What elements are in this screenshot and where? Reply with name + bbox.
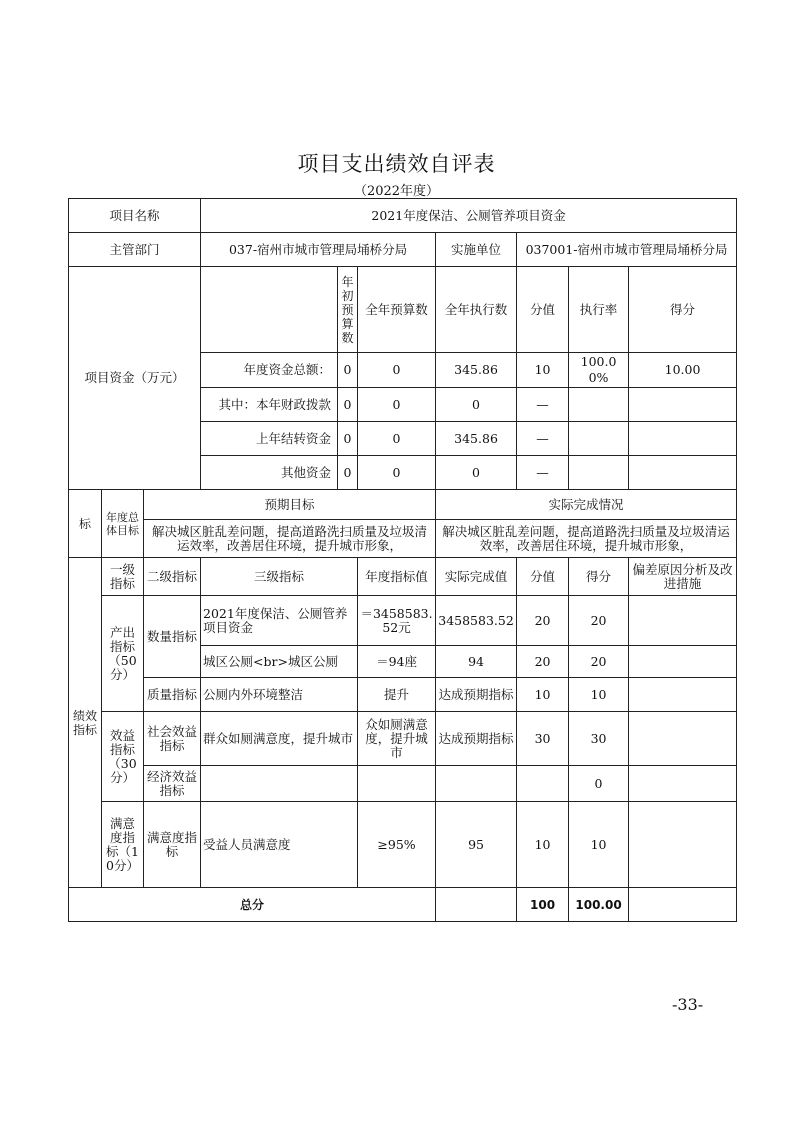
total-blank	[436, 888, 517, 922]
department-row	[69, 233, 737, 267]
funds-row-score-value: —	[517, 388, 569, 422]
funds-row-initial: 0	[338, 456, 358, 490]
indicator-score: 10	[569, 802, 629, 888]
indicator-annual: ＝94座	[358, 646, 436, 678]
project-name-value: 2021年度保洁、公厕管养项目资金	[201, 199, 737, 233]
indicator-annual: 提升	[358, 678, 436, 712]
dept-value: 037-宿州市城市管理局埇桥分局	[201, 233, 436, 267]
funds-row-score	[629, 422, 737, 456]
funds-row-rate	[569, 388, 629, 422]
funds-row-full-year: 0	[358, 353, 436, 388]
indicator-level3: 城区公厕<br>城区公厕	[201, 646, 358, 678]
funds-row-score-value: —	[517, 456, 569, 490]
indicator-annual: ≥95%	[358, 802, 436, 888]
indicator-score-value: 10	[517, 802, 569, 888]
header-score: 得分	[629, 267, 737, 353]
funds-row-full-year: 0	[358, 422, 436, 456]
funds-row-initial: 0	[338, 422, 358, 456]
indicator-annual: ＝3458583.52元	[358, 596, 436, 646]
page-title: 项目支出绩效自评表	[297, 152, 496, 176]
project-name-row	[69, 199, 737, 233]
funds-row-full-year: 0	[358, 388, 436, 422]
header-actual-value: 实际完成值	[436, 558, 517, 596]
indicator-deviation	[629, 646, 737, 678]
indicator-header-row	[69, 558, 737, 596]
funds-row-label: 其中：本年财政拨款	[201, 388, 338, 422]
indicator-deviation	[629, 766, 737, 802]
funds-row-label: 年度资金总额：	[201, 353, 338, 388]
funds-row-executed: 345.86	[436, 422, 517, 456]
indicator-level3	[201, 766, 358, 802]
indicator-row	[69, 766, 737, 802]
indicator-row	[69, 712, 737, 766]
indicator-deviation	[629, 596, 737, 646]
indicator-level2: 社会效益指标	[144, 712, 201, 766]
indicator-actual: 3458583.52	[436, 596, 517, 646]
actual-goal-header: 实际完成情况	[436, 490, 737, 520]
indicator-score: 0	[569, 766, 629, 802]
funds-row-initial: 0	[338, 353, 358, 388]
total-label: 总分	[69, 888, 436, 922]
page-number: -33-	[672, 995, 704, 1014]
total-score-value: 100	[517, 888, 569, 922]
goals-header-row	[69, 490, 737, 520]
funds-row-initial: 0	[338, 388, 358, 422]
indicator-score-value: 20	[517, 646, 569, 678]
goals-content-row	[69, 520, 737, 558]
funds-row-rate	[569, 456, 629, 490]
header-rate: 执行率	[569, 267, 629, 353]
impl-label: 实施单位	[436, 233, 517, 267]
expected-goal-text: 解决城区脏乱差问题，提高道路洗扫质量及垃圾清运效率，改善居住环境，提升城市形象，	[144, 520, 436, 558]
funds-header-blank	[201, 267, 338, 353]
benefit-indicator-label: 效益指标（30分）	[102, 712, 144, 802]
total-row	[69, 888, 737, 922]
indicator-score: 20	[569, 596, 629, 646]
header-level3: 三级指标	[201, 558, 358, 596]
indicator-score-value: 10	[517, 678, 569, 712]
indicator-score-value: 20	[517, 596, 569, 646]
header-deviation: 偏差原因分析及改进措施	[629, 558, 737, 596]
header-full-year-budget: 全年预算数	[358, 267, 436, 353]
indicator-actual: 94	[436, 646, 517, 678]
indicator-level3: 2021年度保洁、公厕管养项目资金	[201, 596, 358, 646]
indicator-level3: 群众如厕满意度，提升城市	[201, 712, 358, 766]
indicator-row	[69, 802, 737, 888]
indicator-score: 30	[569, 712, 629, 766]
funds-row-label: 上年结转资金	[201, 422, 338, 456]
funds-row-executed: 0	[436, 388, 517, 422]
total-deviation	[629, 888, 737, 922]
funds-row-label: 其他资金	[201, 456, 338, 490]
indicator-annual	[358, 766, 436, 802]
indicator-actual: 95	[436, 802, 517, 888]
actual-goal-text: 解决城区脏乱差问题，提高道路洗扫质量及垃圾清运效率，改善居住环境，提升城市形象，	[436, 520, 737, 558]
funds-label: 项目资金（万元）	[69, 267, 201, 490]
total-score: 100.00	[569, 888, 629, 922]
project-name-label: 项目名称	[69, 199, 201, 233]
funds-row-full-year: 0	[358, 456, 436, 490]
indicator-score-value	[517, 766, 569, 802]
indicator-actual	[436, 766, 517, 802]
indicator-level3: 受益人员满意度	[201, 802, 358, 888]
impl-value: 037001-宿州市城市管理局埇桥分局	[517, 233, 737, 267]
indicator-deviation	[629, 802, 737, 888]
indicator-level3: 公厕内外环境整洁	[201, 678, 358, 712]
funds-row-rate	[569, 422, 629, 456]
header-executed: 全年执行数	[436, 267, 517, 353]
page-subtitle: （2022年度）	[353, 184, 440, 199]
indicator-actual: 达成预期指标	[436, 712, 517, 766]
funds-row-score: 10.00	[629, 353, 737, 388]
funds-row-executed: 345.86	[436, 353, 517, 388]
indicator-annual: 众如厕满意度，提升城市	[358, 712, 436, 766]
funds-header-row	[69, 267, 737, 353]
indicator-row	[69, 596, 737, 646]
indicator-deviation	[629, 712, 737, 766]
header-ind-score: 得分	[569, 558, 629, 596]
indicator-level2: 数量指标	[144, 596, 201, 678]
indicators-label: 绩效指标	[69, 558, 102, 888]
indicator-score-value: 30	[517, 712, 569, 766]
funds-row-score	[629, 388, 737, 422]
funds-row-score-value: —	[517, 422, 569, 456]
indicator-actual: 达成预期指标	[436, 678, 517, 712]
header-ind-score-value: 分值	[517, 558, 569, 596]
indicator-score: 20	[569, 646, 629, 678]
header-level1: 一级指标	[102, 558, 144, 596]
indicator-level2: 质量指标	[144, 678, 201, 712]
performance-table	[68, 198, 737, 922]
indicator-deviation	[629, 678, 737, 712]
indicator-level2: 经济效益指标	[144, 766, 201, 802]
indicator-level2: 满意度指标	[144, 802, 201, 888]
funds-row-rate: 100.00%	[569, 353, 629, 388]
header-initial-budget: 年初预算数	[338, 267, 358, 353]
expected-goal-header: 预期目标	[144, 490, 436, 520]
satisfaction-indicator-label: 满意度指标（10分）	[102, 802, 144, 888]
goals-label: 年度总体目标	[102, 490, 144, 558]
funds-row-score-value: 10	[517, 353, 569, 388]
indicator-score: 10	[569, 678, 629, 712]
header-level2: 二级指标	[144, 558, 201, 596]
funds-row-score	[629, 456, 737, 490]
funds-row-executed: 0	[436, 456, 517, 490]
dept-label: 主管部门	[69, 233, 201, 267]
header-annual-value: 年度指标值	[358, 558, 436, 596]
header-score-value: 分值	[517, 267, 569, 353]
indicator-row	[69, 678, 737, 712]
output-indicator-label: 产出指标（50分）	[102, 596, 144, 712]
goals-side-label: 标	[69, 490, 102, 558]
